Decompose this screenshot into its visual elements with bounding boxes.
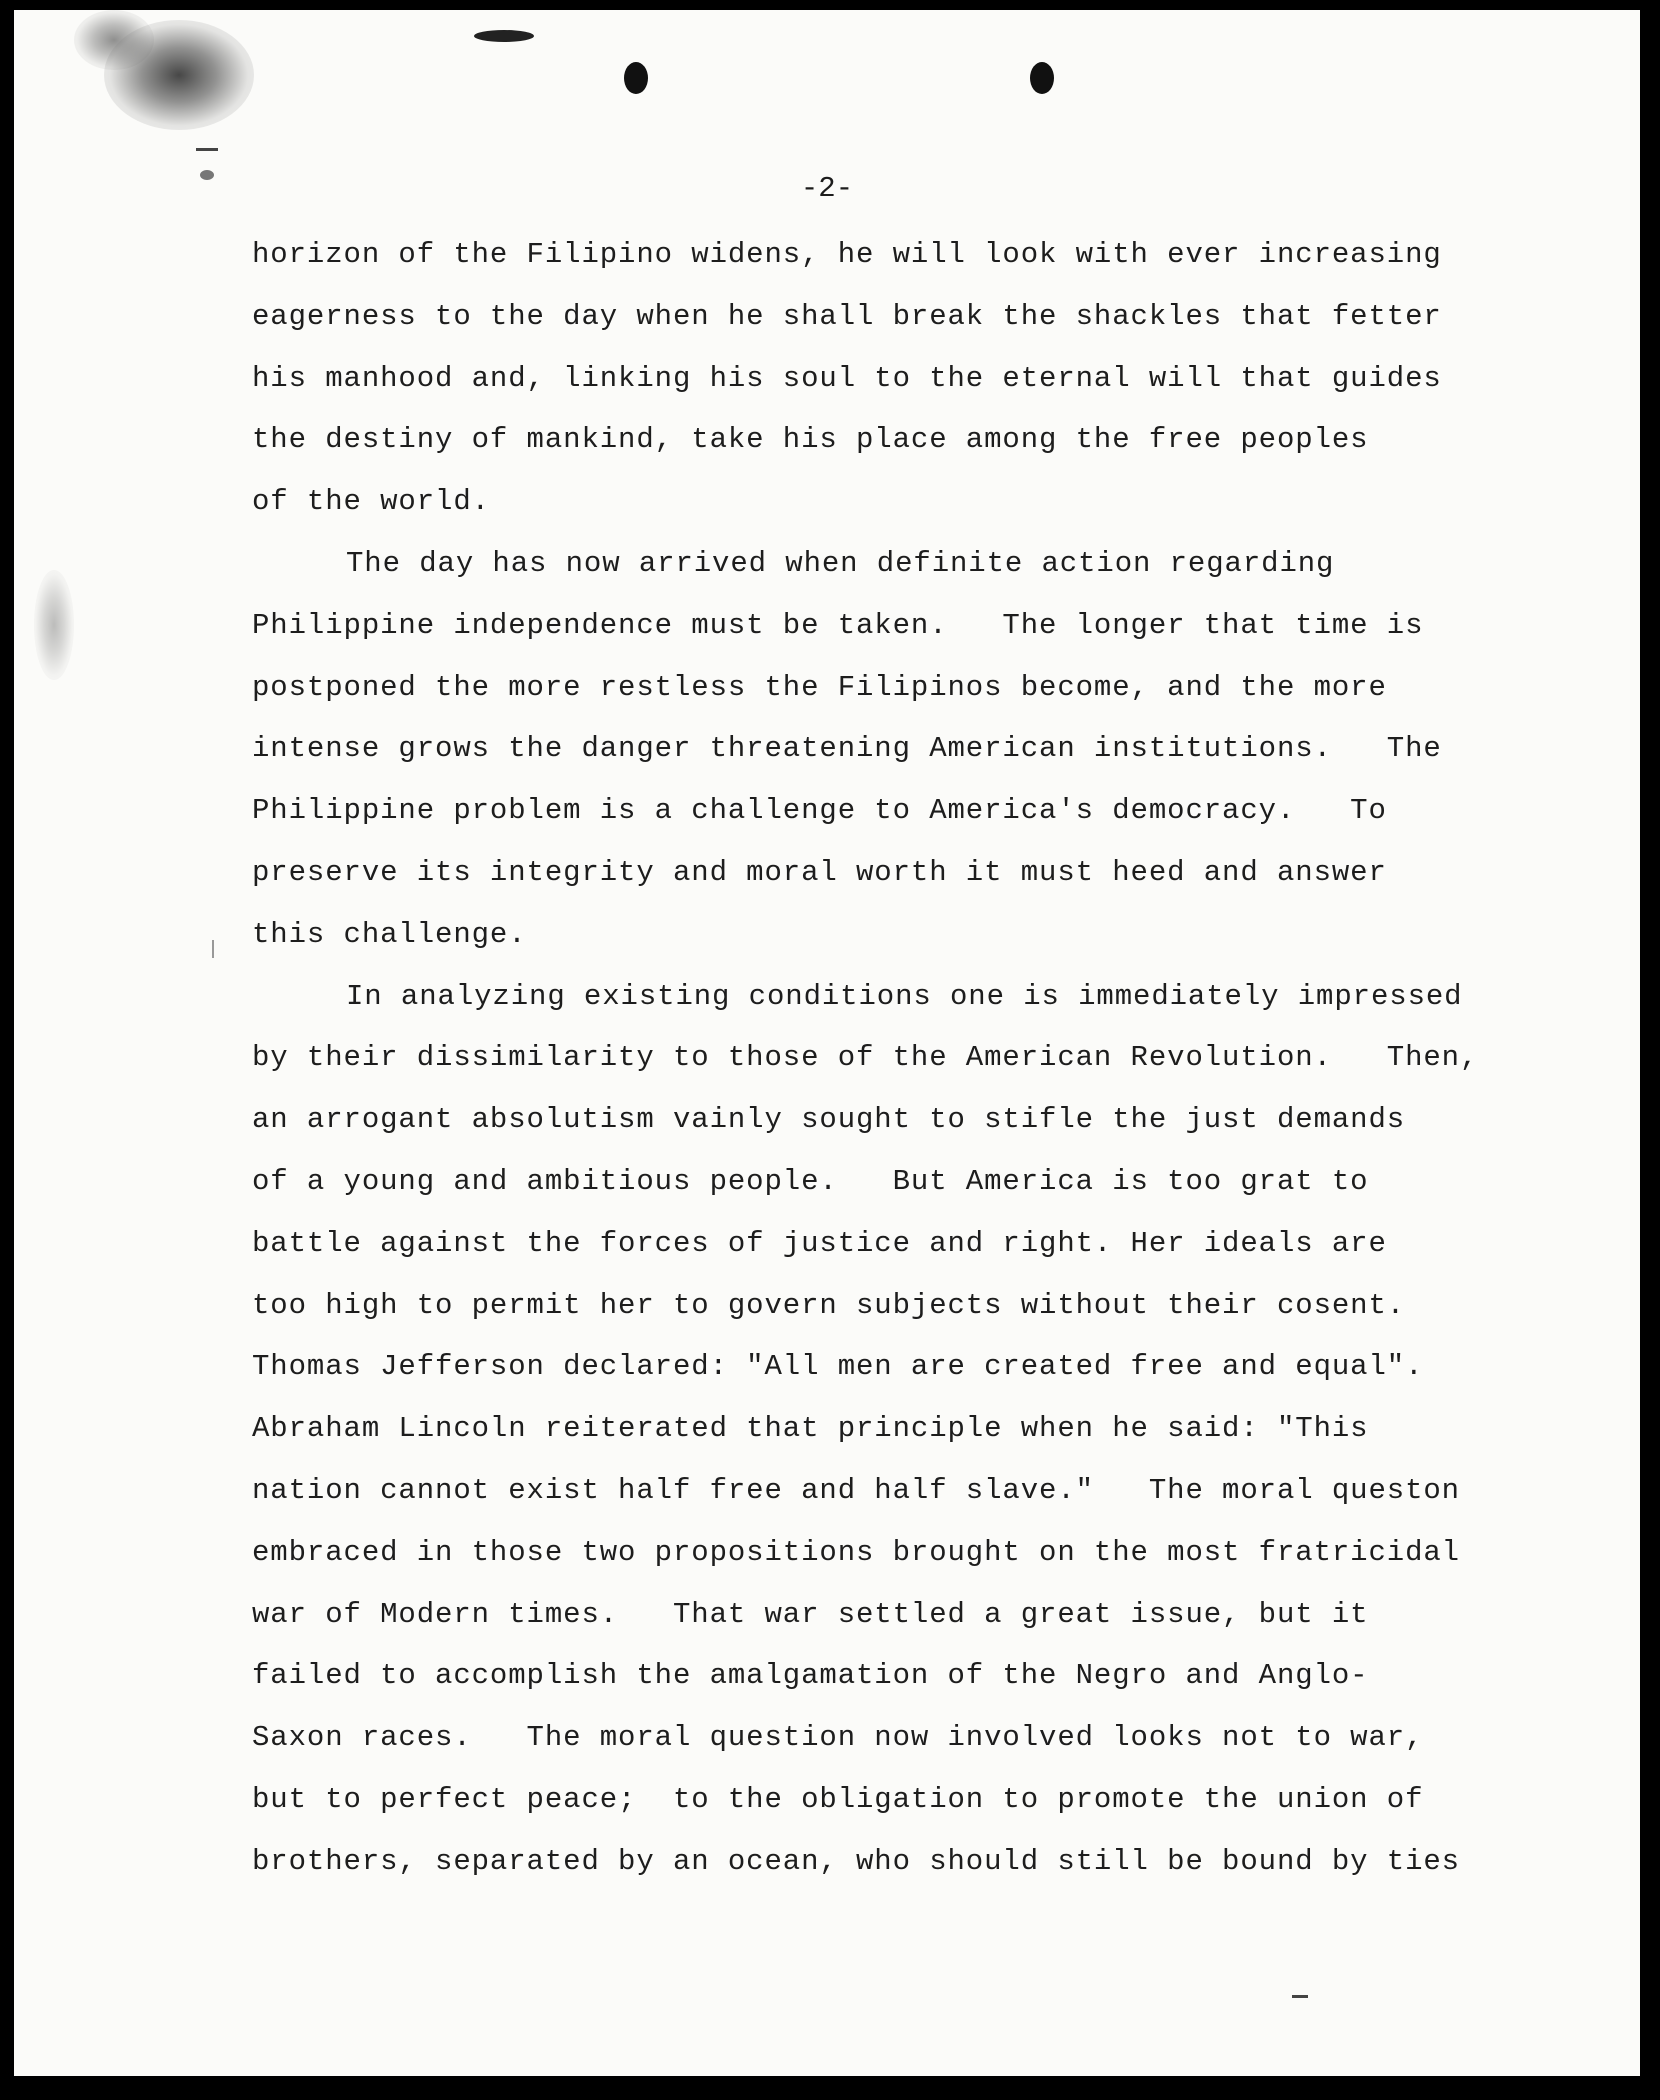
text-line: eagerness to the day when he shall break the shackles that fetter [252,299,1442,333]
text-line: his manhood and, linking his soul to the eternal will that guides [252,361,1442,395]
page-number: -2- [800,172,854,205]
text-line: brothers, separated by an ocean, who should still be bound by ties [252,1844,1460,1878]
text-line: failed to accomplish the amalgamation of the Negro and Anglo- [252,1659,1369,1693]
text-line: postponed the more restless the Filipinos become, and the more [252,670,1387,704]
text-line: horizon of the Filipino widens, he will look with ever increasing [252,238,1442,271]
text-line: but to perfect peace; to the obligation to promote the union of [252,1782,1424,1816]
text-line: Philippine independence must be taken. The longer that time is [252,608,1424,642]
stray-mark [196,148,218,151]
text-line: by their dissimilarity to those of the American Revolution. Then, [252,1041,1479,1075]
text-line: preserve its integrity and moral worth it must heed and answer [252,855,1387,889]
text-line: intense grows the danger threatening American institutions. The [252,732,1442,766]
text-line: Thomas Jefferson declared: "All men are created free and equal". [252,1350,1424,1384]
text-line: Abraham Lincoln reiterated that principle when he said: "This [252,1412,1369,1446]
punch-hole [624,62,648,94]
paragraph-start-line: The day has now arrived when definite action regarding [346,546,1335,580]
stray-mark [474,30,534,42]
text-line: war of Modern times. That war settled a great issue, but it [252,1597,1369,1631]
punch-hole [1030,62,1054,94]
text-line: nation cannot exist half free and half slave." The moral queston [252,1473,1460,1507]
text-line: Saxon races. The moral question now involved looks not to war, [252,1721,1424,1755]
edge-shadow [34,570,74,680]
text-line: embraced in those two propositions brought on the most fratricidal [252,1535,1460,1569]
text-line: the destiny of mankind, take his place among the free peoples [252,423,1369,457]
ink-smudge [104,20,254,130]
body-text [252,224,1532,1893]
text-line: this challenge. [252,917,527,951]
text-line: too high to permit her to govern subjects without their cosent. [252,1288,1406,1322]
stray-mark [212,940,214,958]
paper-sheet [14,10,1640,2076]
text-line: of the world. [252,485,490,519]
stray-mark [1292,1995,1308,1998]
text-line: of a young and ambitious people. But America is too grat to [252,1164,1369,1198]
text-line: battle against the forces of justice and right. Her ideals are [252,1226,1387,1260]
text-line: Philippine problem is a challenge to America's democracy. To [252,794,1387,828]
text-line: an arrogant absolutism vainly sought to stifle the just demands [252,1103,1406,1137]
paragraph-start-line: In analyzing existing conditions one is immediately impressed [346,979,1463,1013]
